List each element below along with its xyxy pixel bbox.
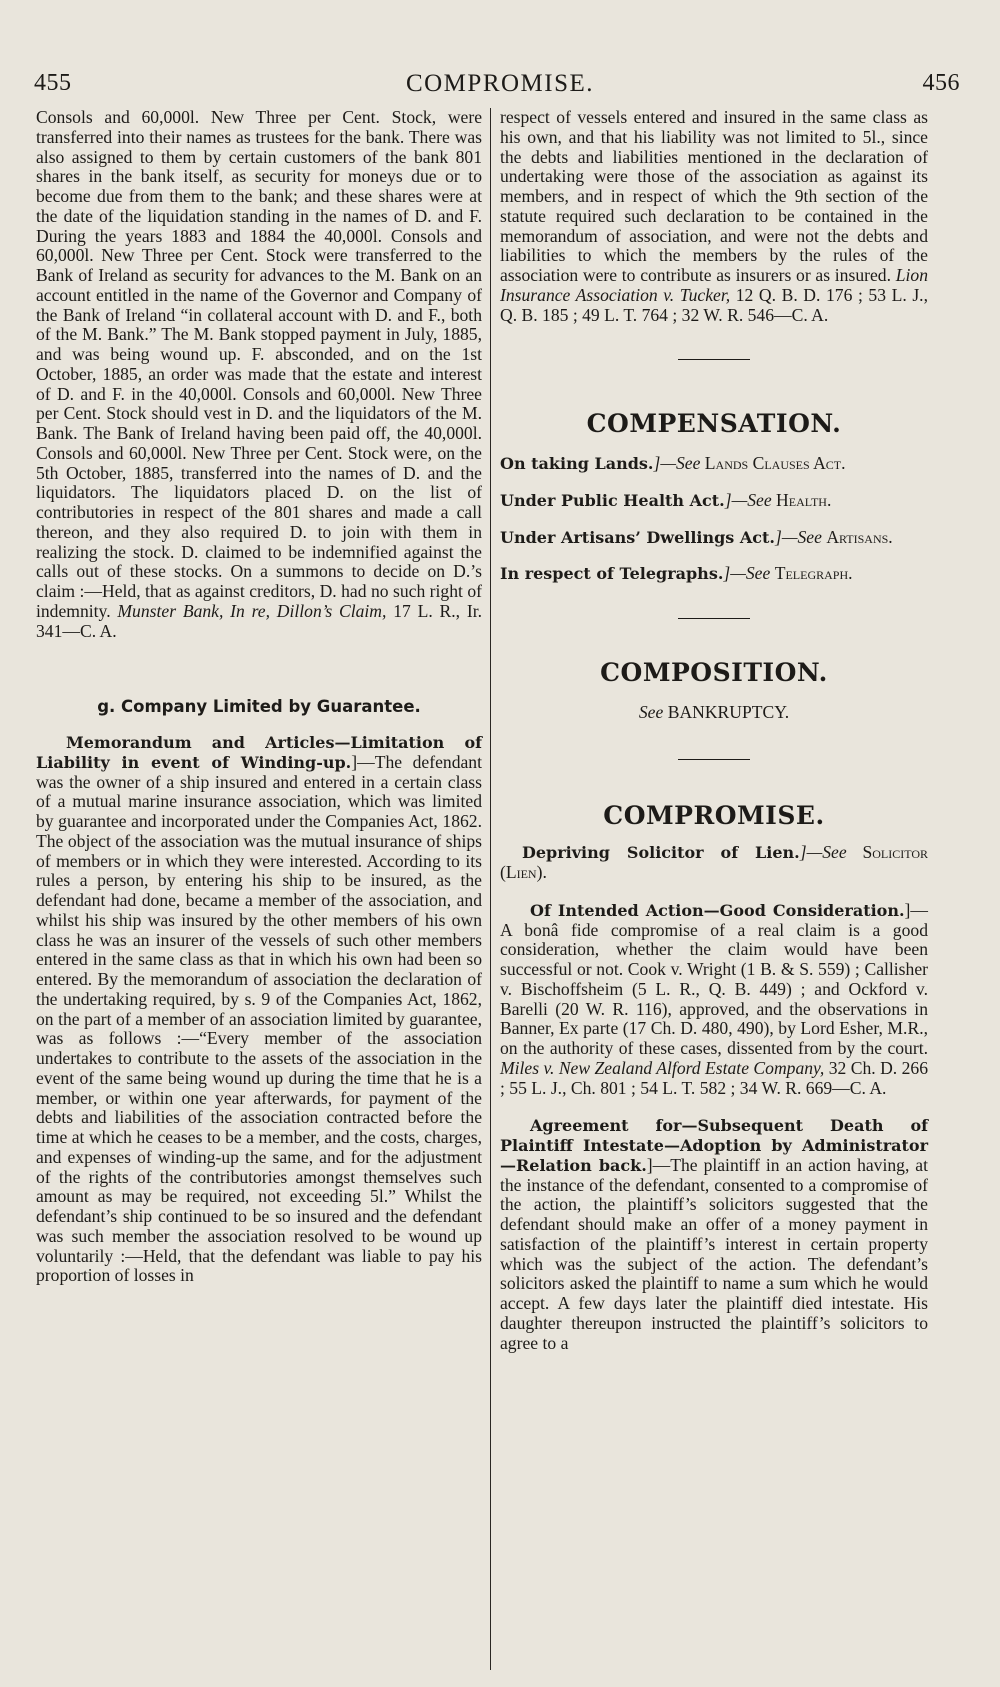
section-rule xyxy=(678,618,750,619)
paragraph xyxy=(36,733,482,1286)
case-name: Lion Insurance Association v. Tucker, xyxy=(500,265,929,305)
case-citation: 12 Q. B. D. 176 ; 53 L. J., Q. B. 185 ; 49 L. T. 764 ; 32 W. R. 546—C. A. xyxy=(500,284,928,325)
paragraph xyxy=(500,901,928,1099)
cross-reference: In respect of Telegraphs.]—See Telegraph. xyxy=(500,563,853,584)
cross-reference: Under Public Health Act.]—See Health. xyxy=(500,489,832,510)
paragraph-text: respect of vessels entered and insured in the same class as his own, and that his liability was not limited to 5l., since the debts and liabilities mentioned in the declaration of undertaking were those of the association as against its members, and in respect of which the 9th section of the statute required such declaration to be contained in the memorandum of association, and were not the debts and liabilities to which the members by the rules of the association were to contribute as insurers or as insured. xyxy=(500,107,928,285)
case-name: Munster Bank, In re, Dillon’s Claim, xyxy=(117,600,387,621)
title-composition: COMPOSITION. xyxy=(600,658,828,687)
left-column xyxy=(36,108,482,1286)
paragraph-text: Consols and 60,000l. New Three per Cent. Stock, were transferred into their names as trustees for the bank. There was also assigned to them by certain customers of the bank 801 shares in the bank itself, as security for moneys due or to become due from them to the bank; and these shares were at the date of the liquidation standing in the names of D. and F. During the years 1883 and 1884 the 40,000l. Consols and 60,000l. New Three per Cent. Stock were transferred to the Bank of Ireland as security for advances to the M. Bank on an account entitled in the name of the Governor and Company of the Bank of Ireland “in collateral account with D. and F., both of the M. Bank.” The M. Bank stopped payment in July, 1885, and was being wound up. F. absconded, and on the 1st October, 1885, an order was made that the estate and interest of D. and F. in the 40,000l. Consols and 60,000l. New Three per Cent. Stock should vest in D. and the liquidators of the M. Bank. The Bank of Ireland having been paid off, the 40,000l. Consols and 60,000l. New Three per Cent. Stock were, on the 5th October, 1885, transferred into the names of D. and the liquidators. The liquidators placed D. on the list of contributories in respect of the 801 shares and made a call thereon, and they also required D. to join with them in realizing the stock. D. claimed to be indemnified against the calls out of these stocks. On a summons to decide on D.’s claim :—Held, that as against creditors, D. had no such right of indemnity. xyxy=(36,107,482,621)
cross-reference: See BANKRUPTCY. xyxy=(638,701,790,722)
section-rule xyxy=(678,759,750,760)
paragraph xyxy=(500,1116,928,1353)
paragraph-text: ]—The defendant was the owner of a ship insured and entered in a certain class of a mutual marine insurance association, which was limited by guarantee and incorporated under the Companies Act, 1862. The object of the association was the mutual insurance of ships of members or in which they were interested. According to its rules a person, by entering his ship to be insured, as the defendant had done, became a member of the association, and whilst his ship was insured by the other members of his own class he was an insurer of the vessels of such other members entered in the same class as that in which his own had been so entered. By the memorandum of association the declaration of the undertaking required, by s. 9 of the Companies Act, 1862, on the part of a member of an association limited by guarantee, was as follows :—“Every member of the association undertakes to contribute to the assets of the association in the event of the same being wound up during the time that he is a member, or within one year afterwards, for payment of the debts and liabilities of the association contracted before the time at which he ceases to be a member, and the costs, charges, and expenses of winding-up the same, and for the adjustment of the rights of the contributories amongst themselves such amount as may be required, not exceeding 5l.” Whilst the defendant’s ship continued to be so insured and the defendant was such member the association resolved to be wound up voluntarily :—Held, that the defendant was liable to pay his proportion of losses in xyxy=(36,751,482,1286)
case-citation: 32 Ch. D. 266 ; 55 L. J., Ch. 801 ; 54 L. T. 582 ; 34 W. R. 669—C. A. xyxy=(500,1057,928,1098)
paragraph-lead: Of Intended Action—Good Consideration. xyxy=(530,900,905,920)
paragraph-text: ]—The plaintiff in an action having, at the instance of the defendant, consented to a compromise of the action, the plaintiff’s solicitors suggested that the defendant should make an offer of a money payment in satisfaction of the plaintiff’s interest in certain property which was the subject of the action. The defendant’s solicitors asked the plaintiff to name a sum which he would accept. A few days later the plaintiff died intestate. His daughter thereupon instructed the plaintiff’s solicitors to agree to a xyxy=(500,1154,929,1353)
paragraph-lead: Agreement for—Subsequent Death of Plaintiff Intestate—Adoption by Administrator—Relation back. xyxy=(500,1116,928,1175)
page-header xyxy=(34,70,966,104)
paragraph xyxy=(36,108,482,641)
right-column xyxy=(500,108,928,1353)
title-compensation: COMPENSATION. xyxy=(586,409,842,439)
case-citation: 17 L. R., Ir. 341—C. A. xyxy=(36,600,482,641)
running-head: COMPROMISE. xyxy=(405,70,595,97)
cross-reference: On taking Lands.]—See Lands Clauses Act. xyxy=(500,453,846,473)
title-compromise: COMPROMISE. xyxy=(603,800,825,830)
section-rule xyxy=(678,359,750,360)
paragraph-text: ]—A bonâ fide compromise of a real claim is a good consideration, whether the claim would have been successful or not. Cook v. Wright (1 B. & S. 559) ; Callisher v. Bischoffsheim (5 L. R., Q. B. 449) ; and Ockford v. Barelli (20 W. R. 116), approved, and the observations in Banner, Ex parte (17 Ch. D. 480, 490), by Lord Esher, M.R., on the authority of these cases, dissented from by the court. xyxy=(500,899,928,1058)
right-page-number: 456 xyxy=(922,70,960,96)
cross-reference: Depriving Solicitor of Lien.]—See Solicitor (Lien). xyxy=(500,842,928,882)
left-page-number: 455 xyxy=(34,70,72,96)
paragraph-lead: Memorandum and Articles—Limitation of Liability in event of Winding-up. xyxy=(36,733,482,772)
paragraph xyxy=(500,108,928,325)
cross-reference: Under Artisans’ Dwellings Act.]—See Artisans. xyxy=(500,526,893,547)
column-divider xyxy=(490,108,491,1670)
section-subheading: g. Company Limited by Guarantee. xyxy=(97,697,421,717)
case-name: Miles v. New Zealand Alford Estate Company, xyxy=(500,1057,825,1078)
